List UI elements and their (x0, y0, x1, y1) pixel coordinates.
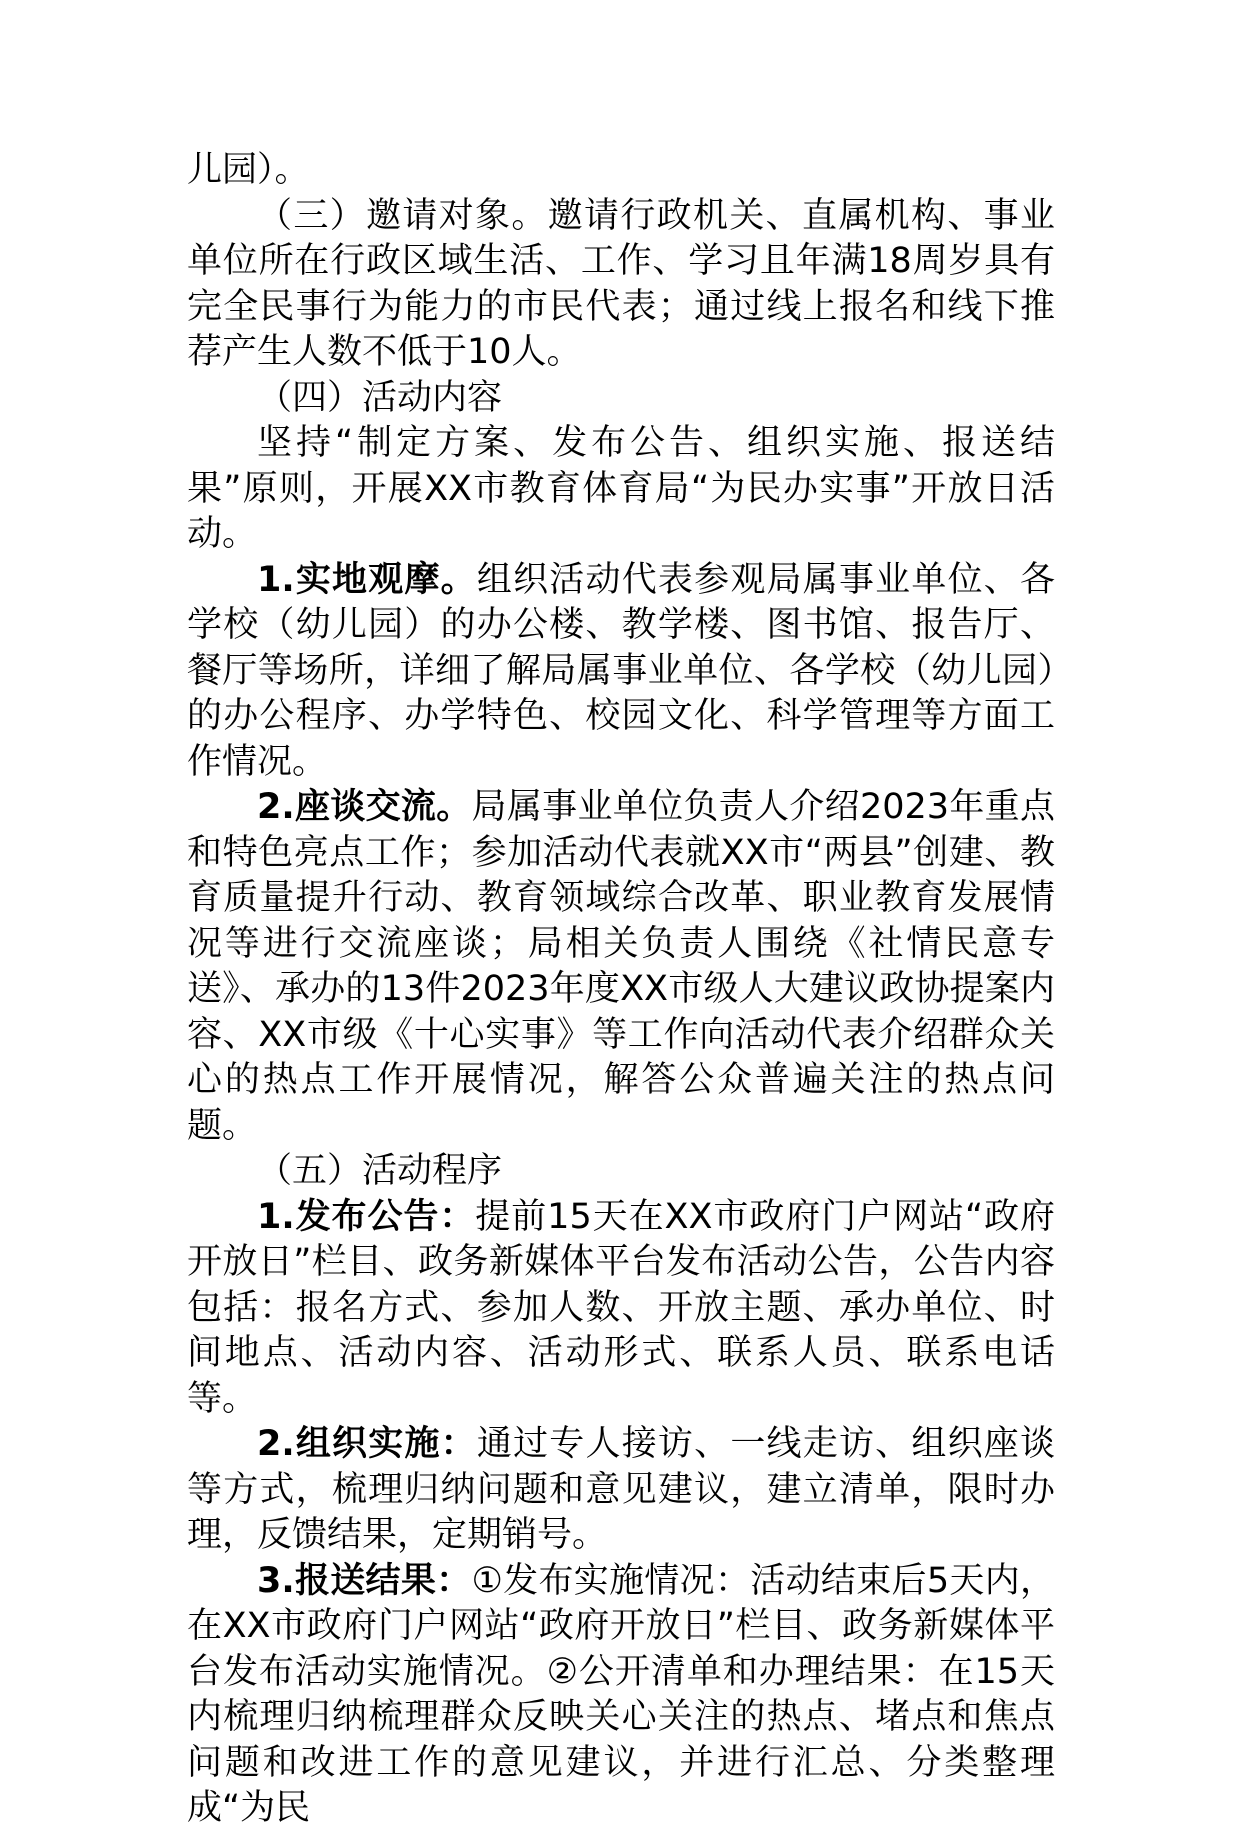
paragraph-text: 局属事业单位负责人介绍2023年重点和特色亮点工作；参加活动代表就XX市“两县”创建、教育质量提升行动、教育领域综合改革、职业教育发展情况等进行交流座谈；局相关负责人围绕《社情民意专送》、承办的13件2023年度XX市级人大建议政协提案内容、XX市级《十心实事》等工作向活动代表介绍群众关心的热点工作开展情况，解答公众普遍关注的热点问题。 (187, 787, 1055, 1146)
paragraph-text: （三）邀请对象。邀请行政机关、直属机构、事业单位所在行政区域生活、工作、学习且年满18周岁具有完全民事行为能力的市民代表；通过线上报名和线下推荐产生人数不低于10人。 (187, 195, 1055, 372)
paragraph-7 (187, 1149, 1055, 1195)
paragraph-text: 通过专人接访、一线走访、组织座谈等方式，梳理归纳问题和意见建议，建立清单，限时办理，反馈结果，定期销号。 (187, 1424, 1055, 1555)
paragraph-3 (187, 376, 1055, 422)
item-heading: 2.座谈交流。 (257, 787, 472, 827)
paragraph-8 (187, 1195, 1055, 1423)
document-page (187, 148, 1055, 1832)
item-heading: 1.实地观摩。 (257, 559, 477, 600)
paragraph-10 (187, 1559, 1055, 1832)
paragraph-9 (187, 1422, 1055, 1559)
paragraph-2 (187, 194, 1055, 376)
section-heading: （四）活动内容 (257, 377, 503, 418)
paragraph-text: 组织活动代表参观局属事业单位、各学校（幼儿园）的办公楼、教学楼、图书馆、报告厅、餐厅等场所，详细了解局属事业单位、各学校（幼儿园）的办公程序、办学特色、校园文化、科学管理等方面工作情况。 (187, 559, 1055, 782)
paragraph-1 (187, 148, 1055, 194)
item-heading: 2.组织实施： (257, 1424, 477, 1464)
paragraph-text: ①发布实施情况：活动结束后5天内，在XX市政府门户网站“政府开放日”栏目、政务新媒体平台发布活动实施情况。②公开清单和办理结果：在15天内梳理归纳梳理群众反映关心关注的热点、堵点和焦点问题和改进工作的意见建议，并进行汇总、分类整理成“为民 (187, 1560, 1055, 1828)
paragraph-6 (187, 785, 1055, 1149)
paragraph-text: 儿园）。 (187, 150, 310, 190)
item-heading: 1.发布公告： (257, 1196, 476, 1237)
paragraph-text: 坚持“制定方案、发布公告、组织实施、报送结果”原则，开展XX市教育体育局“为民办实事”开放日活动。 (187, 423, 1055, 554)
item-heading: 3.报送结果： (257, 1560, 472, 1601)
section-heading: （五）活动程序 (257, 1151, 503, 1191)
paragraph-4 (187, 421, 1055, 558)
paragraph-5 (187, 558, 1055, 786)
paragraph-text: 提前15天在XX市政府门户网站“政府开放日”栏目、政务新媒体平台发布活动公告，公告内容包括：报名方式、参加人数、开放主题、承办单位、时间地点、活动内容、活动形式、联系人员、联系电话等。 (187, 1196, 1056, 1419)
